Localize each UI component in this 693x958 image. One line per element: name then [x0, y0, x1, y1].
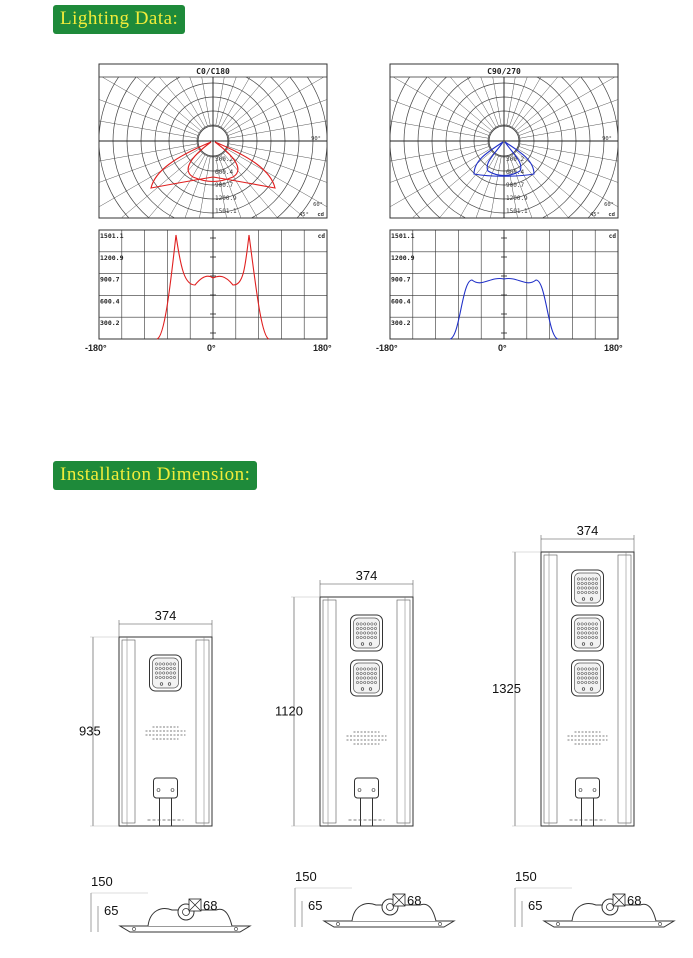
- cartesian-x-tick: 180°: [604, 343, 623, 353]
- width-dimension-label: 374: [355, 568, 378, 583]
- cartesian-chart: [85, 230, 332, 353]
- lighting-data-heading: Lighting Data:: [53, 5, 185, 34]
- led-module-inner: [153, 658, 179, 688]
- cartesian-unit: cd: [608, 233, 616, 240]
- polar-unit: cd: [317, 212, 324, 218]
- cartesian-y-tick: 900.7: [391, 275, 411, 284]
- fixture-side-view: [295, 869, 454, 927]
- fixture-side-rail-right: [196, 640, 209, 823]
- fixture-side-view: [91, 874, 250, 932]
- cartesian-y-tick: 600.4: [100, 297, 120, 306]
- fixture-side-rail-left: [544, 555, 557, 823]
- cartesian-x-tick: 0°: [498, 343, 507, 353]
- depth-dimension-label: 150: [295, 869, 317, 884]
- bracket-dimension-label: 65: [308, 898, 323, 913]
- width-dimension-label: 374: [154, 608, 177, 623]
- led-module-inner: [575, 573, 601, 603]
- polar-ring-label: 1200.9: [215, 195, 237, 202]
- fixture-pole-mount: [160, 798, 172, 826]
- polar-ring-label: 600.4: [215, 169, 234, 176]
- pole-dimension-label: 68: [407, 893, 422, 908]
- polar-ring-label: 1501.1: [215, 208, 237, 215]
- cartesian-x-tick: -180°: [376, 343, 398, 353]
- bracket-dimension-label: 65: [528, 898, 543, 913]
- side-housing: [544, 921, 674, 927]
- cartesian-y-tick: 900.7: [100, 275, 120, 284]
- height-dimension-label: 1120: [275, 703, 303, 719]
- bracket-dimension-label: 65: [104, 903, 119, 918]
- cartesian-y-tick: 1501.1: [100, 232, 124, 240]
- cartesian-y-tick: 1501.1: [391, 232, 415, 240]
- polar-side-60: 60°: [604, 202, 614, 208]
- side-housing: [324, 921, 454, 927]
- cartesian-x-tick: 0°: [207, 343, 216, 353]
- fixture-pole-mount: [582, 798, 594, 826]
- depth-dimension-label: 150: [515, 869, 537, 884]
- polar-ring-label: 900.7: [506, 182, 525, 189]
- fixture-side-rail-left: [122, 640, 135, 823]
- polar-label-45: 45°: [590, 212, 600, 218]
- led-module-inner: [575, 618, 601, 648]
- pole-dimension-label: 68: [627, 893, 642, 908]
- led-module-inner: [354, 618, 380, 648]
- polar-side-60: 60°: [313, 202, 323, 208]
- led-module-inner: [575, 663, 601, 693]
- polar-side-90: 90°: [602, 136, 612, 142]
- led-module-inner: [354, 663, 380, 693]
- side-housing: [120, 926, 250, 932]
- polar-ring-label: 900.7: [215, 182, 234, 189]
- cartesian-y-tick: 600.4: [391, 297, 411, 306]
- pole-dimension-label: 68: [203, 898, 218, 913]
- fixture-side-rail-left: [323, 600, 336, 823]
- polar-label-45: 45°: [299, 212, 309, 218]
- polar-ring-label: 300.2: [506, 156, 525, 163]
- fixture-side-rail-right: [397, 600, 410, 823]
- fixture-side-rail-right: [618, 555, 631, 823]
- polar-ring-label: 300.2: [215, 156, 234, 163]
- width-dimension-label: 374: [576, 523, 599, 538]
- cartesian-x-tick: -180°: [85, 343, 107, 353]
- fixture-front-view: [275, 568, 413, 826]
- fixture-front-view: [79, 608, 212, 826]
- polar-title: C0/C180: [196, 67, 230, 76]
- depth-dimension-label: 150: [91, 874, 113, 889]
- fixture-bracket-plate: [154, 778, 178, 798]
- polar-title: C90/270: [487, 67, 521, 76]
- cartesian-y-tick: 300.2: [100, 319, 120, 328]
- cartesian-y-tick: 300.2: [391, 319, 411, 328]
- cartesian-y-tick: 1200.9: [100, 253, 124, 262]
- cartesian-chart: [376, 230, 623, 353]
- polar-ring-label: 600.4: [506, 169, 525, 176]
- fixture-bracket-plate: [576, 778, 600, 798]
- fixture-side-view: [515, 869, 674, 927]
- height-dimension-label: 1325: [492, 681, 521, 696]
- cartesian-x-tick: 180°: [313, 343, 332, 353]
- cartesian-unit: cd: [317, 233, 325, 240]
- fixture-front-view: [492, 523, 634, 826]
- cartesian-y-tick: 1200.9: [391, 253, 415, 262]
- polar-side-90: 90°: [311, 136, 321, 142]
- polar-unit: cd: [608, 212, 615, 218]
- height-dimension-label: 935: [79, 723, 101, 739]
- installation-dimension-heading: Installation Dimension:: [53, 461, 257, 490]
- polar-ring-label: 1501.1: [506, 208, 528, 215]
- fixture-pole-mount: [361, 798, 373, 826]
- fixture-bracket-plate: [355, 778, 379, 798]
- polar-ring-label: 1200.9: [506, 195, 528, 202]
